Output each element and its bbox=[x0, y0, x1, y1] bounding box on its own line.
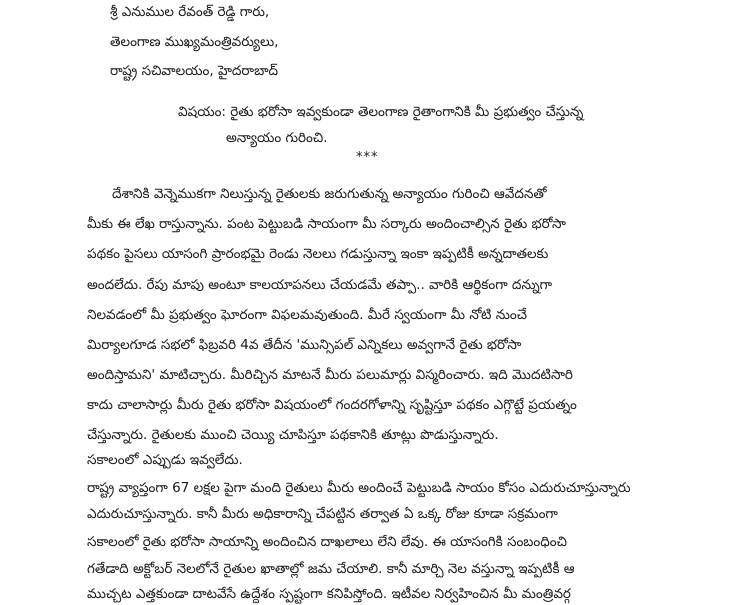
body-line: ముచ్చట ఎత్తకుండా దాటవేసే ఉద్దేశం స్పష్టంగా కనిపిస్తోంది. ఇటీవల నిర్వహించిన మీ మంత్రివర్గ bbox=[87, 586, 571, 602]
body-line: మిర్యాలగూడ సభలో ఫిబ్రవరి 4వ తేదీన 'మున్సిపల్ ఎన్నికలు అవ్వగానే రైతు భరోసా bbox=[87, 337, 522, 353]
address-line-name: శ్రీ ఎనుముల రేవంత్ రెడ్డి గారు, bbox=[110, 4, 270, 20]
body-line: పథకం పైసలు యాసంగి ప్రారంభమై రెండు నెలలు గడుస్తున్నా ఇంకా ఇప్పటికీ అన్నదాతలకు bbox=[87, 246, 549, 262]
body-line: నిలవడంలో మీ ప్రభుత్వం ఘోరంగా విఫలమవుతుంది. మీరే స్వయంగా మీ నోటి నుంచే bbox=[87, 307, 528, 323]
body-line: ఎదురుచూస్తున్నారు. కానీ మీరు అధికారాన్ని చేపట్టిన తర్వాత ఏ ఒక్క రోజు కూడా సక్రమంగా bbox=[87, 506, 558, 522]
separator: *** bbox=[356, 150, 379, 165]
subject-line-1: విషయం: రైతు భరోసా ఇవ్వకుండా తెలంగాణ రైతాంగానికి మీ ప్రభుత్వం చేస్తున్న bbox=[178, 104, 584, 120]
body-line: చేస్తున్నారు. రైతులకు ముంచి చెయ్యి చూపిస్తూ పథకానికి తూట్లు పొడుస్తున్నారు. bbox=[87, 427, 499, 443]
subject-line-2: అన్యాయం గురించి. bbox=[226, 130, 328, 146]
address-line-title: తెలంగాణ ముఖ్యమంత్రివర్యులు, bbox=[110, 34, 279, 50]
body-line: అందలేదు. రేపు మాపు అంటూ కాలయాపనలు చేయడమే తప్పా.. వారికి ఆర్థికంగా దన్నుగా bbox=[87, 277, 553, 293]
body-line: సకాలంలో ఎప్పుడు ఇవ్వలేదు. bbox=[87, 452, 243, 468]
body-line: దేశానికి వెన్నెముకగా నిలుస్తున్న రైతులకు జరుగుతున్న అన్యాయం గురించి ఆవేదనతో bbox=[112, 186, 547, 202]
body-line: కాదు చాలాసార్లు మీరు రైతు భరోసా విషయంలో గందరగోళాన్ని సృష్టిస్తూ పథకం ఎగ్గొట్టే ప్రయత్నం bbox=[87, 397, 577, 413]
body-line: గతేడాది అక్టోబర్ నెలలోనే రైతుల ఖాతాల్లో జమ చేయాలి. కానీ మార్చి నెల వస్తున్నా ఇప్పటికీ ఆ bbox=[87, 561, 575, 577]
address-line-location: రాష్ట్ర సచివాలయం, హైదరాబాద్ bbox=[110, 63, 279, 79]
body-line: రాష్ట్ర వ్యాప్తంగా 67 లక్షల పైగా మంది రైతులు మీరు అందించే పెట్టుబడి సాయం కోసం ఎదురుచూస్తున్నారు bbox=[87, 480, 631, 496]
body-line: మీకు ఈ లేఖ రాస్తున్నాను. పంట పెట్టుబడి సాయంగా మీ సర్కారు అందించాల్సిన రైతు భరోసా bbox=[87, 216, 566, 232]
body-line: సకాలంలో రైతు భరోసా సాయాన్ని అందించిన దాఖలాలు లేని లేవు. ఈ యాసంగికి సంబంధించి bbox=[87, 534, 567, 550]
body-line: అందిస్తామని' మాటిచ్చారు. మీరిచ్చిన మాటనే మీరు పలుమార్లు విస్మరించారు. ఇది మొదటిసారి bbox=[87, 367, 573, 383]
